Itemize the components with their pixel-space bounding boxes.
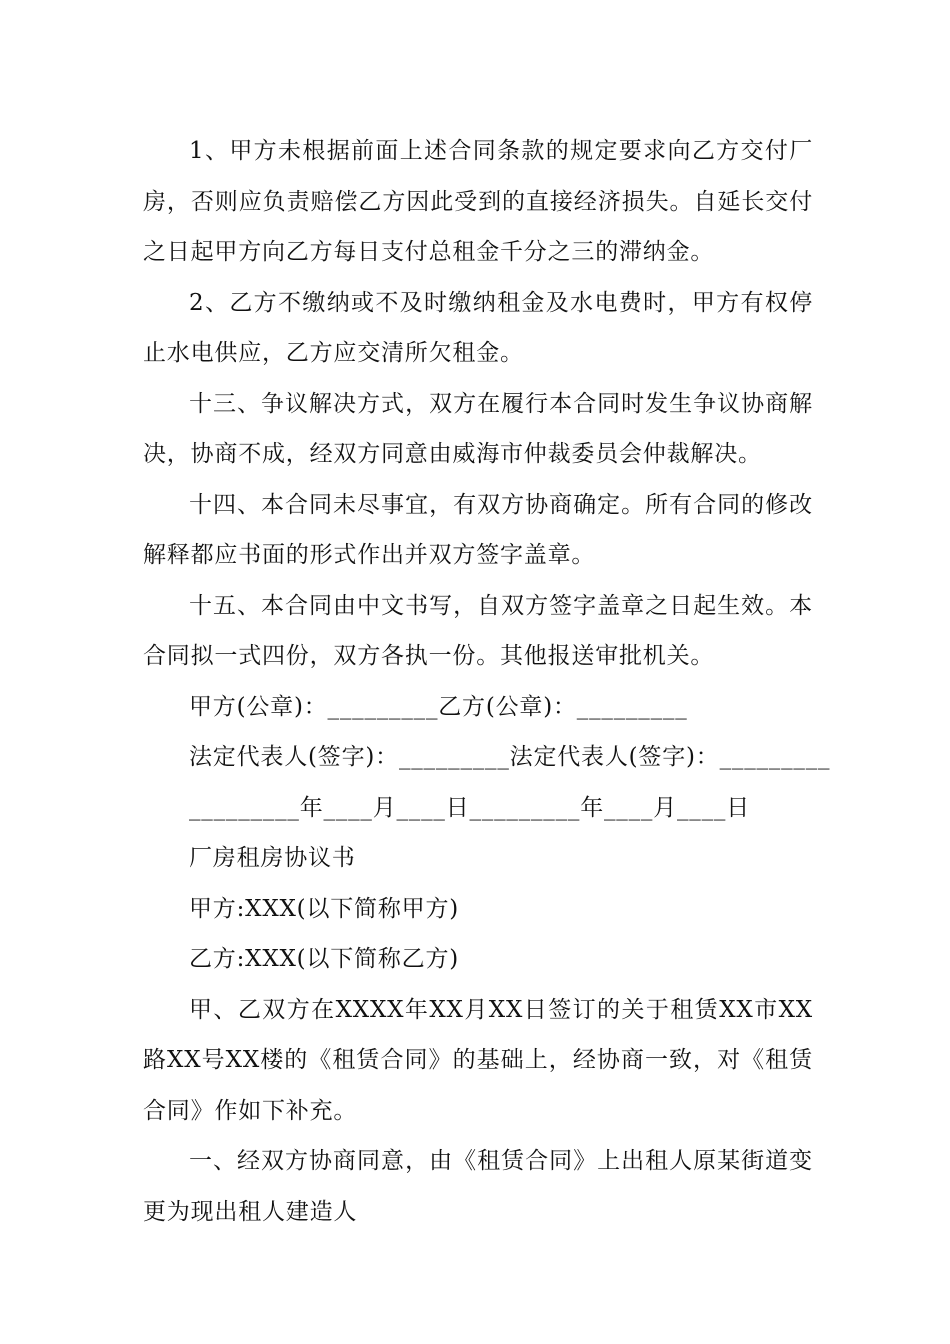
clause-paragraph-penalty: 1、甲方未根据前面上述合同条款的规定要求向乙方交付厂房，否则应负责赔偿乙方因此受到的直接经济损失。自延长交付之日起甲方向乙方每日支付总租金千分之三的滞纳金。 bbox=[143, 138, 813, 265]
signature-line-seal: 甲方(公章)：_________乙方(公章)：_________ bbox=[189, 693, 688, 720]
agreement-paragraph-first: 一、经双方协商同意，由《租赁合同》上出租人原某街道变更为现出租人建造人 bbox=[143, 1148, 813, 1225]
document-body bbox=[143, 126, 831, 1237]
clause-paragraph-dispute: 十三、争议解决方式，双方在履行本合同时发生争议协商解决，协商不成，经双方同意由威海市仲裁委员会仲裁解决。 bbox=[143, 390, 813, 467]
agreement-title: 厂房租房协议书 bbox=[189, 845, 356, 871]
party-a-line: 甲方:XXX(以下简称甲方) bbox=[189, 895, 460, 922]
clause-paragraph-utilities: 2、乙方不缴纳或不及时缴纳租金及水电费时，甲方有权停止水电供应，乙方应交清所欠租金。 bbox=[143, 289, 813, 366]
signature-line-representative: 法定代表人(签字)：_________法定代表人(签字)：_________ bbox=[189, 744, 831, 770]
agreement-paragraph-intro: 甲、乙双方在XXXX年XX月XX日签订的关于租赁XX市XX路XX号XX楼的《租赁合同》的基础上，经协商一致，对《租赁合同》作如下补充。 bbox=[143, 996, 813, 1124]
clause-paragraph-unfinished-matters: 十四、本合同未尽事宜，有双方协商确定。所有合同的修改解释都应书面的形式作出并双方签字盖章。 bbox=[143, 491, 813, 568]
signature-line-date: _________年____月____日_________年____月____日 bbox=[189, 794, 750, 821]
party-b-line: 乙方:XXX(以下简称乙方) bbox=[189, 946, 460, 972]
clause-paragraph-effectiveness: 十五、本合同由中文书写，自双方签字盖章之日起生效。本合同拟一式四份，双方各执一份。其他报送审批机关。 bbox=[143, 592, 813, 669]
